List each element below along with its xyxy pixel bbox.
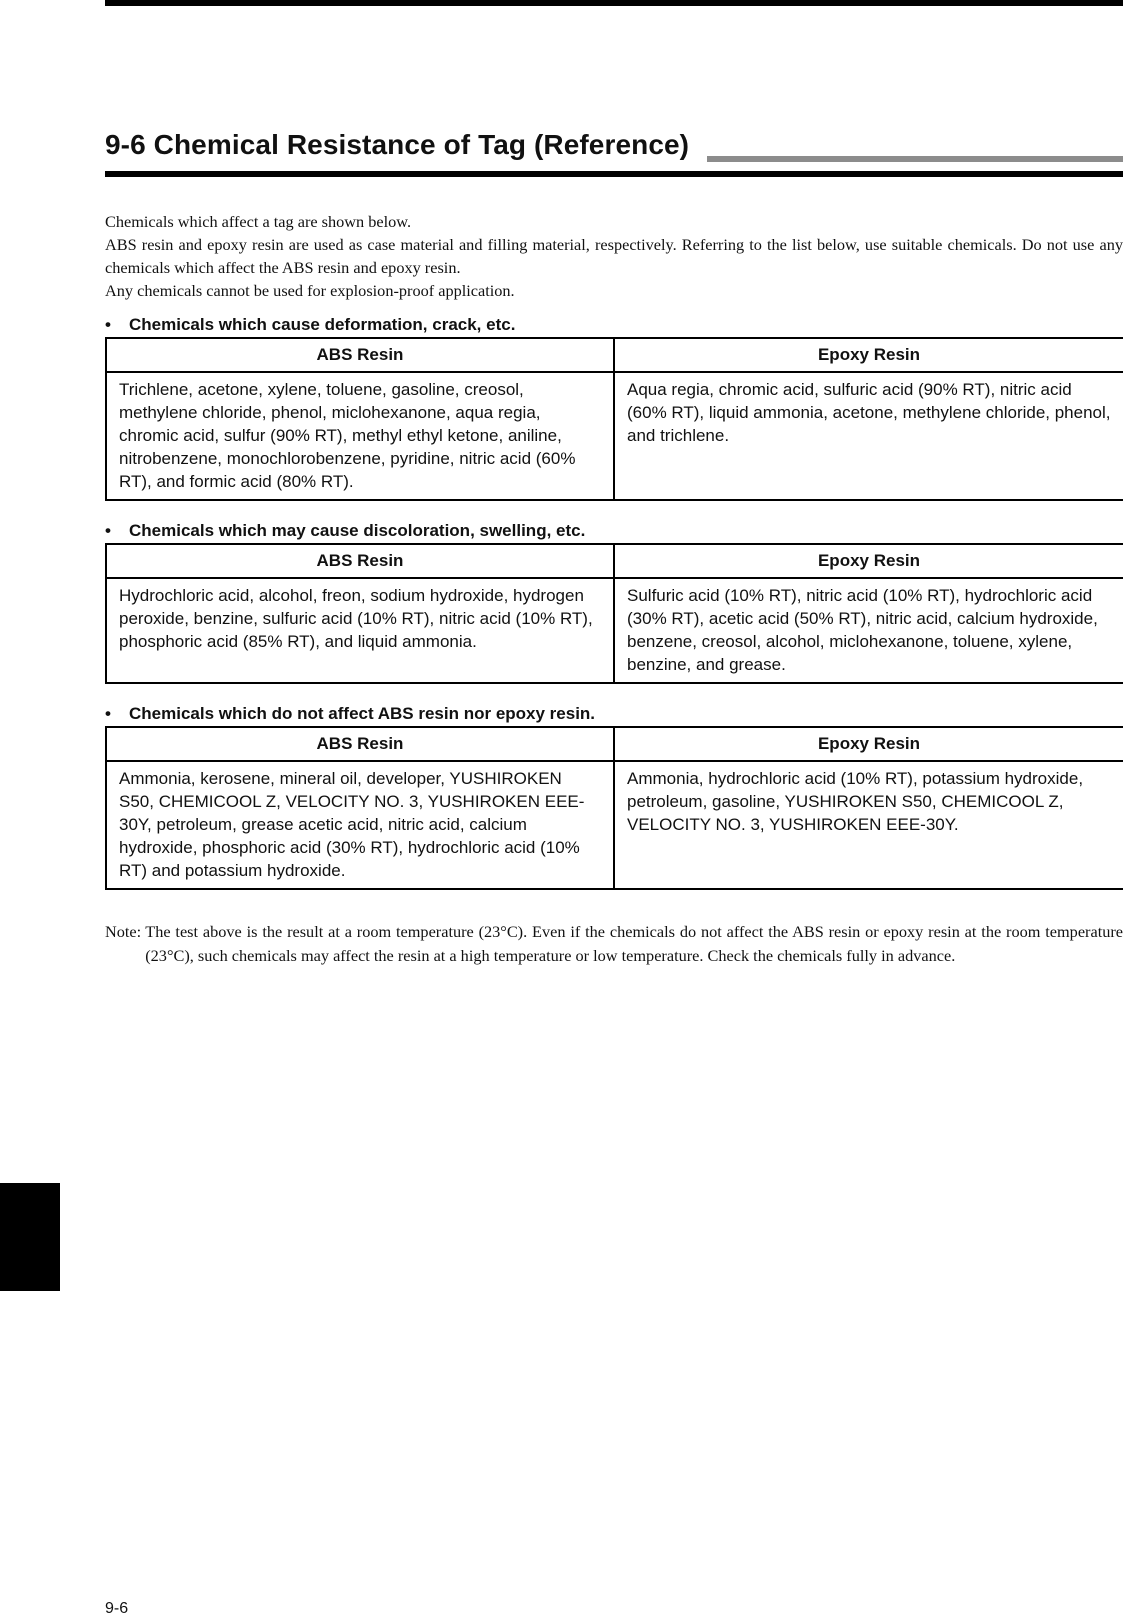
cell-epoxy: Ammonia, hydrochloric acid (10% RT), potassium hydroxide, petroleum, gasoline, YUSHIROKEN S50, CHEMICOOL Z, VELOCITY NO. 3, YUSHIROKEN EEE-30Y. bbox=[614, 761, 1123, 889]
note-label: Note: bbox=[105, 922, 146, 941]
column-header-epoxy: Epoxy Resin bbox=[614, 544, 1123, 578]
column-header-epoxy: Epoxy Resin bbox=[614, 727, 1123, 761]
section-title-discoloration bbox=[105, 520, 585, 542]
chapter-tab bbox=[0, 1183, 60, 1291]
section-title-text: Chemicals which may cause discoloration, swelling, etc. bbox=[129, 521, 586, 540]
intro-line: Chemicals which affect a tag are shown below. bbox=[105, 212, 412, 231]
bullet: • bbox=[105, 704, 111, 723]
cell-abs: Trichlene, acetone, xylene, toluene, gasoline, creosol, methylene chloride, phenol, miclohexanone, aqua regia, chromic acid, sulfur (90% RT), methyl ethyl ketone, aniline, nitrobenzene, monochlorobenzene, pyridine, nitric acid (60% RT), and formic acid (80% RT). bbox=[106, 372, 614, 500]
page-number: 9-6 bbox=[105, 1600, 129, 1617]
column-header-epoxy: Epoxy Resin bbox=[614, 338, 1123, 372]
bullet: • bbox=[105, 315, 111, 334]
note bbox=[105, 920, 1123, 967]
table-discoloration bbox=[105, 543, 1123, 684]
heading-underline bbox=[105, 171, 1123, 177]
cell-abs: Hydrochloric acid, alcohol, freon, sodium hydroxide, hydrogen peroxide, benzine, sulfuric acid (10% RT), nitric acid (10% RT), phosphoric acid (85% RT), and liquid ammonia. bbox=[106, 578, 614, 683]
section-title-unaffected bbox=[105, 703, 595, 725]
intro-text bbox=[105, 210, 1123, 302]
section-title-deformation bbox=[105, 314, 515, 336]
column-header-abs: ABS Resin bbox=[106, 338, 614, 372]
top-rule bbox=[105, 0, 1123, 6]
section-heading: 9-6 Chemical Resistance of Tag (Reference) bbox=[105, 128, 707, 162]
table-unaffected bbox=[105, 726, 1123, 890]
section-title-text: Chemicals which do not affect ABS resin nor epoxy resin. bbox=[129, 704, 596, 723]
intro-line: ABS resin and epoxy resin are used as case material and filling material, respectively. Referring to the list below, use suitable chemicals. Do not use any chemicals which affect the ABS resin and epoxy resin. bbox=[105, 235, 1123, 277]
cell-epoxy: Aqua regia, chromic acid, sulfuric acid (90% RT), nitric acid (60% RT), liquid ammonia, acetone, methylene chloride, phenol, and trichlene. bbox=[614, 372, 1123, 500]
column-header-abs: ABS Resin bbox=[106, 544, 614, 578]
column-header-abs: ABS Resin bbox=[106, 727, 614, 761]
section-title-text: Chemicals which cause deformation, crack, etc. bbox=[129, 315, 516, 334]
cell-abs: Ammonia, kerosene, mineral oil, developer, YUSHIROKEN S50, CHEMICOOL Z, VELOCITY NO. 3, YUSHIROKEN EEE-30Y, petroleum, grease acetic acid, nitric acid, calcium hydroxide, phosphoric acid (30% RT), hydrochloric acid (10% RT) and potassium hydroxide. bbox=[106, 761, 614, 889]
bullet: • bbox=[105, 521, 111, 540]
note-text: The test above is the result at a room temperature (23°C). Even if the chemicals do not affect the ABS resin or epoxy resin at the room temperature (23°C), such chemicals may affect the resin at a high temperature or low temperature. Check the chemicals fully in advance. bbox=[145, 922, 1123, 965]
intro-line: Any chemicals cannot be used for explosion-proof application. bbox=[105, 281, 515, 300]
cell-epoxy: Sulfuric acid (10% RT), nitric acid (10% RT), hydrochloric acid (30% RT), acetic acid (50% RT), nitric acid, calcium hydroxide, benzene, creosol, alcohol, miclohexanone, toluene, xylene, benzine, and grease. bbox=[614, 578, 1123, 683]
section-heading-block bbox=[105, 128, 1123, 162]
table-deformation bbox=[105, 337, 1123, 501]
